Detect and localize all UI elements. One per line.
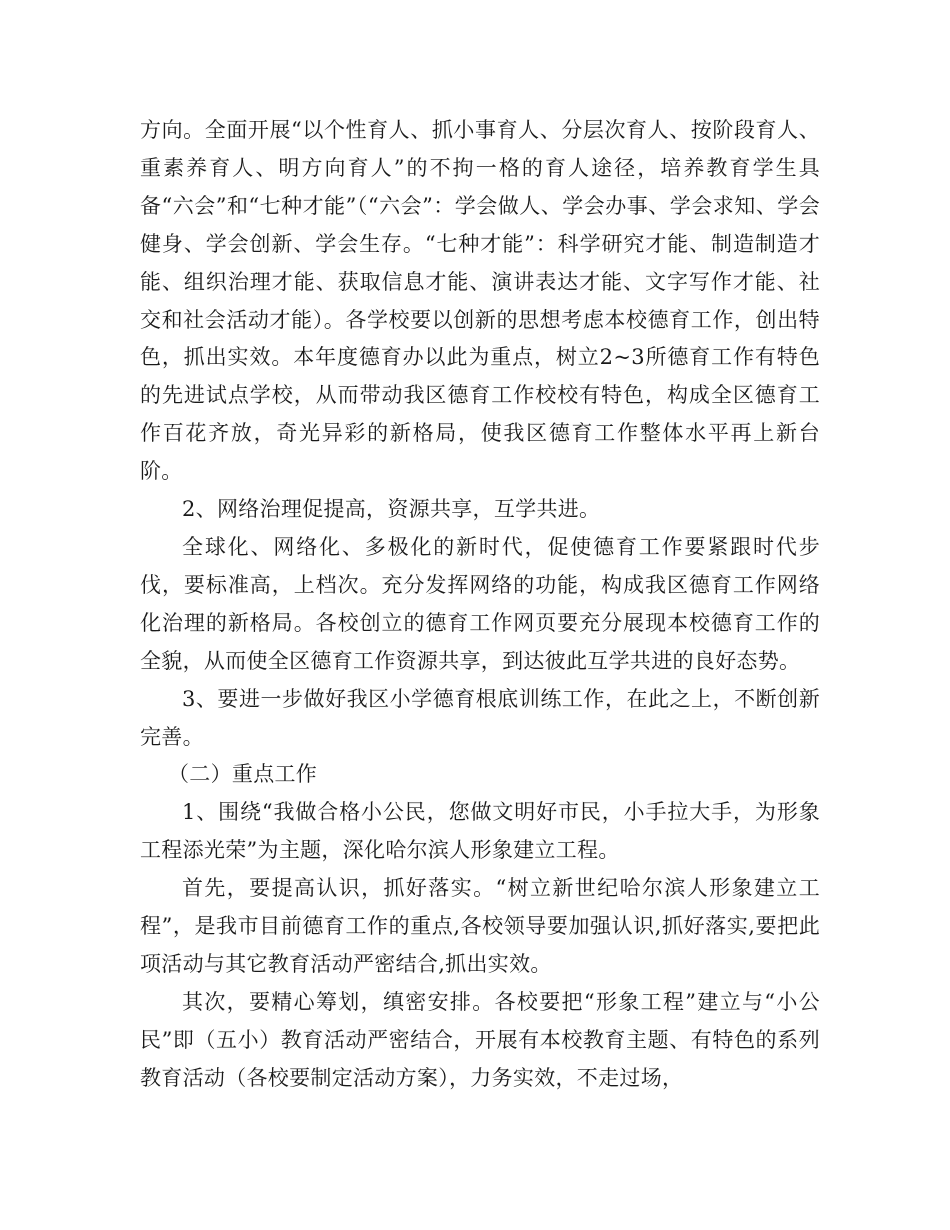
paragraph-second: 其次，要精心筹划，缜密安排。各校要把“形象工程”建立与“小公民”即（五小）教育活动严密结合，开展有本校教育主题、有特色的系列教育活动（各校要制定活动方案），力务实效，不走过场， xyxy=(140,989,820,1090)
paragraph-first: 首先，要提高认识，抓好落实。“树立新世纪哈尔滨人形象建立工程”，是我市目前德育工作的重点,各校领导要加强认识,抓好落实,要把此项活动与其它教育活动严密结合,抓出实效。 xyxy=(140,876,820,976)
paragraph-continued: 方向。全面开展“以个性育人、抓小事育人、分层次育人、按阶段育人、重素养育人、明方向育人”的不拘一格的育人途径，培养教育学生具备“六会”和“七种才能”（“六会”：学会做人、学会办事、学会求知、学会健身、学会创新、学会生存。“七种才能”：科学研究才能、制造制造才能、组织治理才能、获取信息才能、演讲表达才能、文字写作才能、社交和社会活动才能）。各学校要以创新的思想考虑本校德育工作，创出特色，抓出实效。本年度德育办以此为重点，树立2~3所德育工作有特色的先进试点学校，从而带动我区德育工作校校有特色，构成全区德育工作百花齐放，奇光异彩的新格局，使我区德育工作整体水平再上新台阶。 xyxy=(140,118,820,484)
item-1-image-project: 1、围绕“我做合格小公民，您做文明好市民，小手拉大手，为形象工程添光荣”为主题，深化哈尔滨人形象建立工程。 xyxy=(140,800,820,863)
item-3-basic-training: 3、要进一步做好我区小学德育根底训练工作，在此之上，不断创新完善。 xyxy=(140,686,820,749)
item-2-network-management: 2、网络治理促提高，资源共享，互学共进。 xyxy=(182,497,601,522)
document-page xyxy=(140,112,820,1098)
paragraph-globalization: 全球化、网络化、多极化的新时代，促使德育工作要紧跟时代步伐，要标准高，上档次。充分发挥网络的功能，构成我区德育工作网络化治理的新格局。各校创立的德育工作网页要充分展现本校德育工作的全貌，从而使全区德育工作资源共享，到达彼此互学共进的良好态势。 xyxy=(140,534,820,673)
section-heading-key-work: （二）重点工作 xyxy=(168,762,318,787)
